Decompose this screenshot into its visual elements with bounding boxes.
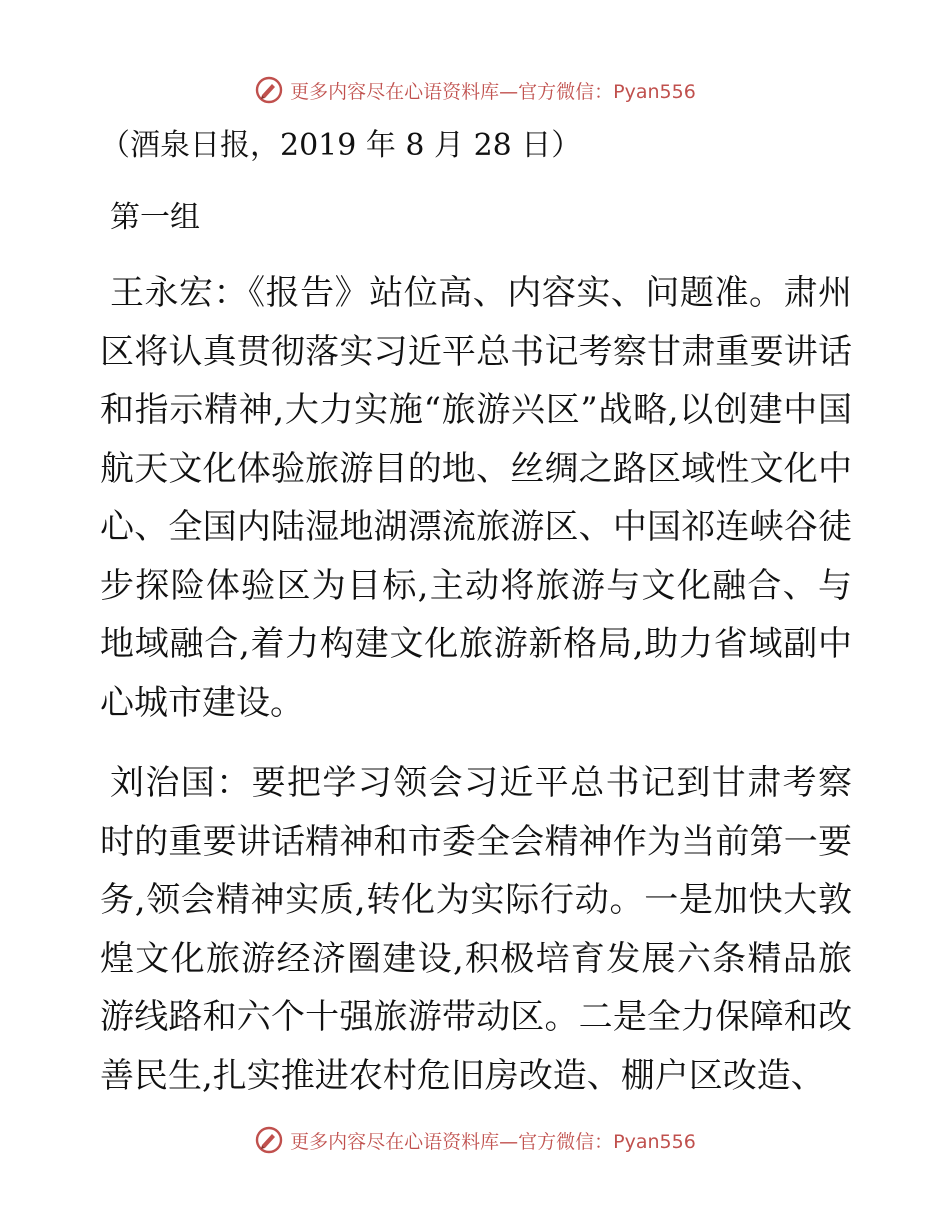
document-body (100, 122, 852, 1105)
speaker-name: 刘治国： (110, 763, 252, 803)
paragraph-speech (100, 264, 852, 732)
watermark-footer (0, 1120, 950, 1160)
date-line: （酒泉日报，2019 年 8 月 28 日） (100, 128, 582, 163)
pen-logo-icon (254, 75, 284, 105)
paragraph-speech (100, 754, 852, 1105)
paragraph-text: 《报告》站位高、内容实、问题准。肃州区将认真贯彻落实习近平总书记考察甘肃重要讲话和指示精神,大力实施“旅游兴区”战略,以创建中国航天文化体验旅游目的地、丝绸之路区域性文化中心、全国内陆湿地湖漂流旅游区、中国祁连峡谷徒步探险体验区为目标,主动将旅游与文化融合、与地域融合,着力构建文化旅游新格局,助力省域副中心城市建设。 (100, 273, 853, 723)
pen-logo-icon (254, 1125, 284, 1155)
speaker-name: 王永宏： (110, 273, 249, 313)
paragraph-text: 要把学习领会习近平总书记到甘肃考察时的重要讲话精神和市委全会精神作为当前第一要务,领会精神实质,转化为实际行动。一是加快大敦煌文化旅游经济圈建设,积极培育发展六条精品旅游线路和六个十强旅游带动区。二是全力保障和改善民生,扎实推进农村危旧房改造、棚户区改造、 (100, 763, 853, 1096)
group-heading: 第一组 (110, 200, 200, 235)
watermark-text: 更多内容尽在心语资料库—官方微信：Pyan556 (290, 80, 696, 103)
watermark-text: 更多内容尽在心语资料库—官方微信：Pyan556 (290, 1130, 696, 1153)
watermark-header (0, 70, 950, 110)
